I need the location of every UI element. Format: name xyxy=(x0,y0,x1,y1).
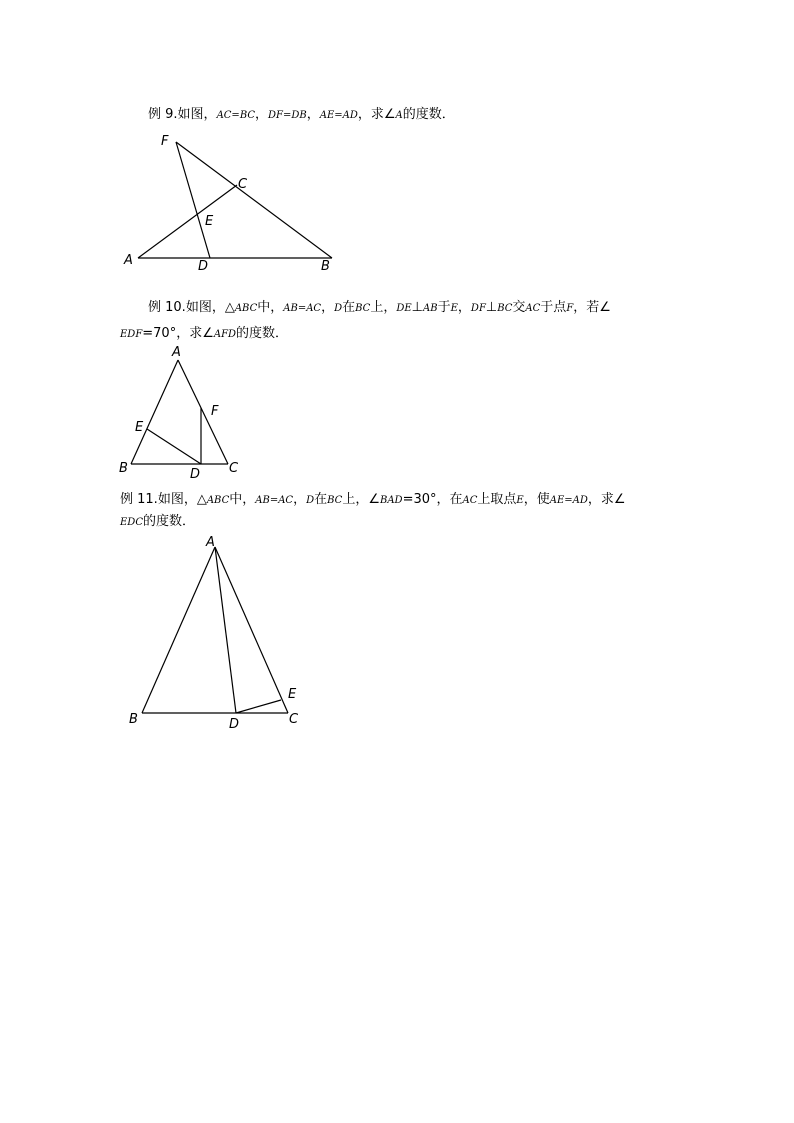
point-label: C xyxy=(289,712,299,727)
text: ， xyxy=(255,107,269,122)
text: 上取点 xyxy=(477,492,517,507)
segment-de xyxy=(147,429,201,464)
math-text: A xyxy=(395,110,403,121)
math-text: AC=BC xyxy=(216,110,255,121)
point-label: F xyxy=(161,134,169,149)
text: ，若∠ xyxy=(573,300,611,315)
figure-11 xyxy=(129,535,299,732)
text: ， xyxy=(457,300,471,315)
point-label: D xyxy=(229,717,240,732)
point-label: B xyxy=(321,259,330,274)
segment-de xyxy=(236,700,281,713)
text: ， xyxy=(293,492,307,507)
point-label: A xyxy=(172,345,181,360)
text: 上， xyxy=(370,300,397,315)
text: 如图，△ xyxy=(185,300,235,315)
problem-label: 例 10. xyxy=(148,300,186,315)
text: 中， xyxy=(257,300,284,315)
text: 在 xyxy=(314,492,328,507)
math-text: AE=AD xyxy=(549,495,588,506)
segment-ab xyxy=(142,547,215,713)
text: ，求∠ xyxy=(357,107,396,122)
figure-10 xyxy=(119,345,239,482)
text: ⊥ xyxy=(411,300,423,315)
math-text: DF=DB xyxy=(268,110,307,121)
text: 的度数． xyxy=(236,326,289,341)
point-label: E xyxy=(135,420,144,435)
problem-label: 例 11. xyxy=(120,492,158,507)
segment-ac xyxy=(178,360,228,464)
math-text: BAD xyxy=(379,495,403,506)
segment-fb xyxy=(176,142,332,258)
math-text: AE=AD xyxy=(319,110,358,121)
math-text: EDF xyxy=(120,329,143,340)
point-label: E xyxy=(288,687,297,702)
point-label: D xyxy=(190,467,201,482)
math-text: DF xyxy=(470,303,486,314)
point-label: F xyxy=(211,404,219,419)
text: ，求∠ xyxy=(587,492,626,507)
math-text: AFD xyxy=(213,329,237,340)
segment-ab xyxy=(131,360,178,464)
text: 如图，△ xyxy=(157,492,207,507)
text: ，使 xyxy=(523,492,550,507)
text: 中， xyxy=(229,492,256,507)
text: ⊥ xyxy=(485,300,498,315)
point-label: B xyxy=(129,712,138,727)
math-text: AC xyxy=(462,495,478,506)
text: 于点 xyxy=(540,300,567,315)
math-text: AB=AC xyxy=(283,303,322,314)
point-label: A xyxy=(124,253,133,268)
text: ， xyxy=(306,107,320,122)
text: =30°，在 xyxy=(402,492,463,507)
text: 于 xyxy=(437,300,451,315)
text: 在 xyxy=(342,300,356,315)
math-text: BC xyxy=(327,495,343,506)
figure-9 xyxy=(123,134,332,274)
point-label: C xyxy=(229,461,239,476)
math-text: E xyxy=(516,495,524,506)
math-text: BC xyxy=(497,303,513,314)
math-text: AC xyxy=(525,303,541,314)
math-text: BC xyxy=(355,303,371,314)
segment-fd xyxy=(176,142,210,258)
math-text: F xyxy=(566,303,574,314)
text: ， xyxy=(321,300,335,315)
point-label: B xyxy=(119,461,128,476)
text: 交 xyxy=(512,300,526,315)
math-text: ABC xyxy=(234,303,258,314)
text: 上，∠ xyxy=(342,492,380,507)
segment-ac xyxy=(138,185,237,258)
math-text: D xyxy=(334,303,343,314)
point-label: E xyxy=(205,214,214,229)
problem-label: 例 9. xyxy=(148,107,178,122)
point-label: D xyxy=(198,259,209,274)
math-text: ABC xyxy=(206,495,230,506)
text: 的度数． xyxy=(142,514,195,529)
point-label: A xyxy=(206,535,215,550)
math-text: EDC xyxy=(120,517,143,528)
text: 如图， xyxy=(177,107,217,122)
math-text: E xyxy=(450,303,458,314)
point-label: C xyxy=(238,177,248,192)
text: =70°，求∠ xyxy=(142,326,214,341)
math-text: AB=AC xyxy=(255,495,294,506)
text: 的度数． xyxy=(402,107,455,122)
math-text: D xyxy=(306,495,315,506)
math-text: AB xyxy=(423,303,438,314)
math-text: DE xyxy=(396,303,412,314)
